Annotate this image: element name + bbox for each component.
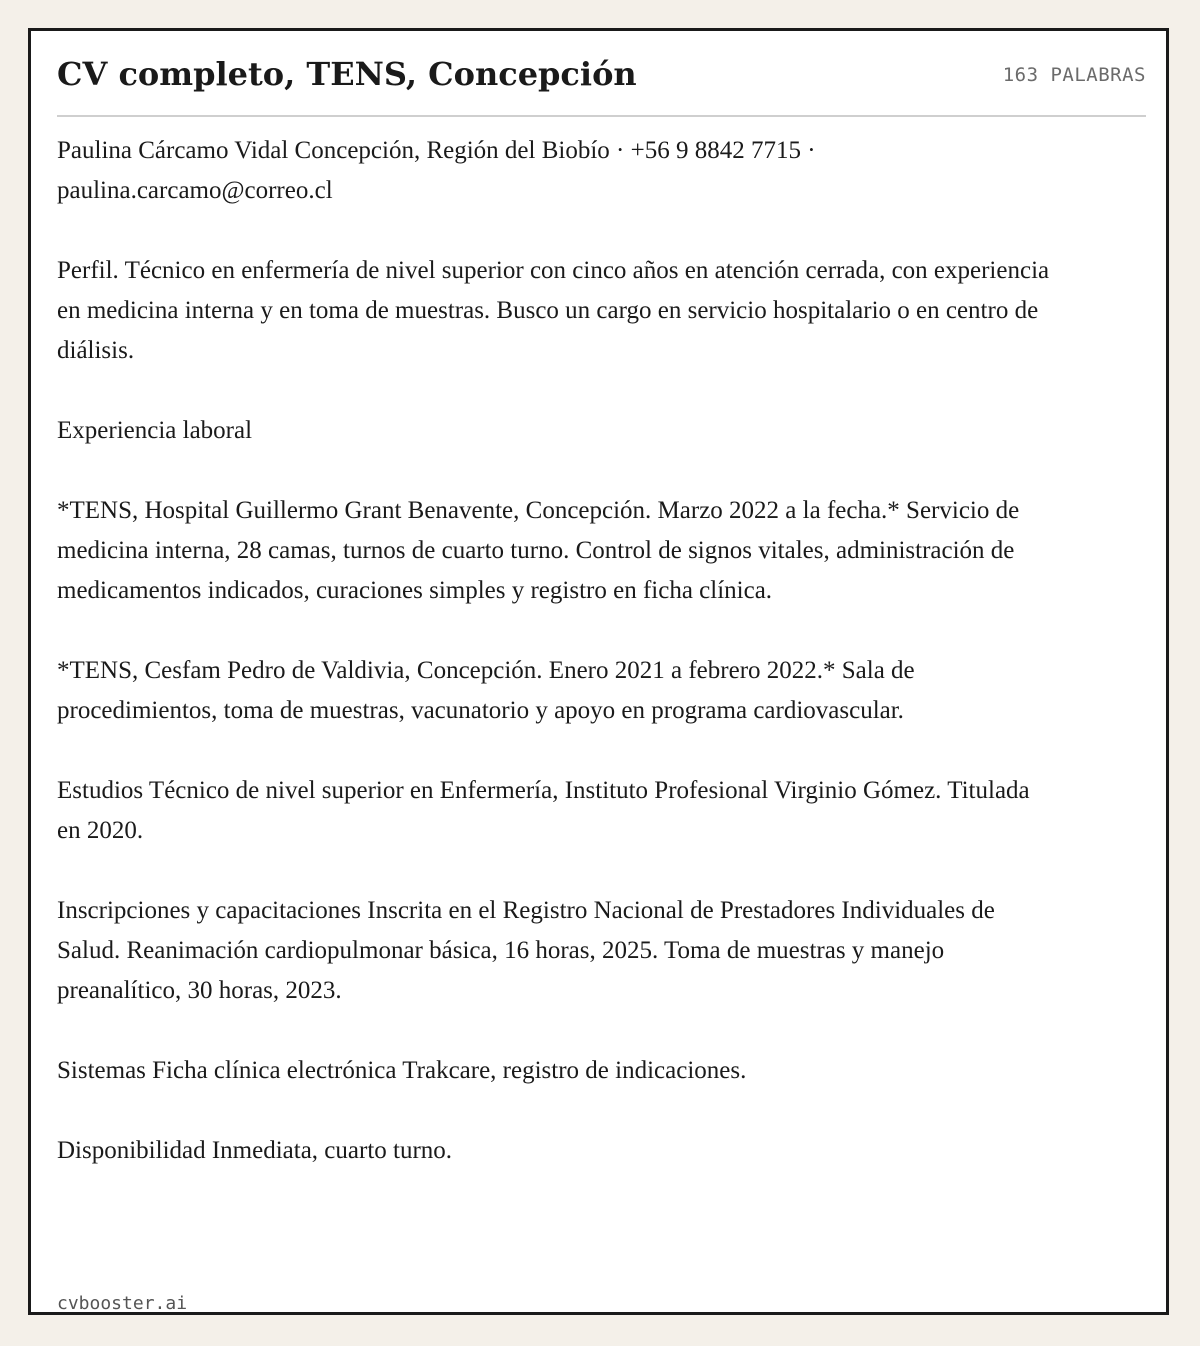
page-title: CV completo, TENS, Concepción [57,55,637,93]
cv-header [57,53,1146,117]
cv-body [57,131,1057,1171]
contact-line: Paulina Cárcamo Vidal Concepción, Región del Biobío · +56 9 8842 7715 · paulina.carcamo@correo.cl [57,137,816,204]
experience-heading: Experiencia laboral [57,417,253,444]
systems-paragraph: Sistemas Ficha clínica electrónica Trakcare, registro de indicaciones. [57,1057,747,1084]
word-count-badge: 163 PALABRAS [1002,64,1146,86]
job-entry-hospital: *TENS, Hospital Guillermo Grant Benavente, Concepción. Marzo 2022 a la fecha.* Servicio de medicina interna, 28 camas, turnos de cuarto turno. Control de signos vitales, administración de medicamentos indicados, curaciones simples y registro en ficha clínica. [57,497,1020,604]
education-paragraph: Estudios Técnico de nivel superior en Enfermería, Instituto Profesional Virginio Gómez. Titulada en 2020. [57,777,1030,844]
availability-paragraph: Disponibilidad Inmediata, cuarto turno. [57,1137,453,1164]
cv-card [28,28,1169,1315]
profile-paragraph: Perfil. Técnico en enfermería de nivel superior con cinco años en atención cerrada, con experiencia en medicina interna y en toma de muestras. Busco un cargo en servicio hospitalario o en centro de diálisis. [57,257,1050,364]
brand-footer: cvbooster.ai [57,1293,188,1314]
job-entry-cesfam: *TENS, Cesfam Pedro de Valdivia, Concepción. Enero 2021 a febrero 2022.* Sala de procedimientos, toma de muestras, vacunatorio y apoyo en programa cardiovascular. [57,657,915,724]
registrations-paragraph: Inscripciones y capacitaciones Inscrita en el Registro Nacional de Prestadores Individuales de Salud. Reanimación cardiopulmonar básica, 16 horas, 2025. Toma de muestras y manejo preanalítico, 30 horas, 2023. [57,897,995,1004]
